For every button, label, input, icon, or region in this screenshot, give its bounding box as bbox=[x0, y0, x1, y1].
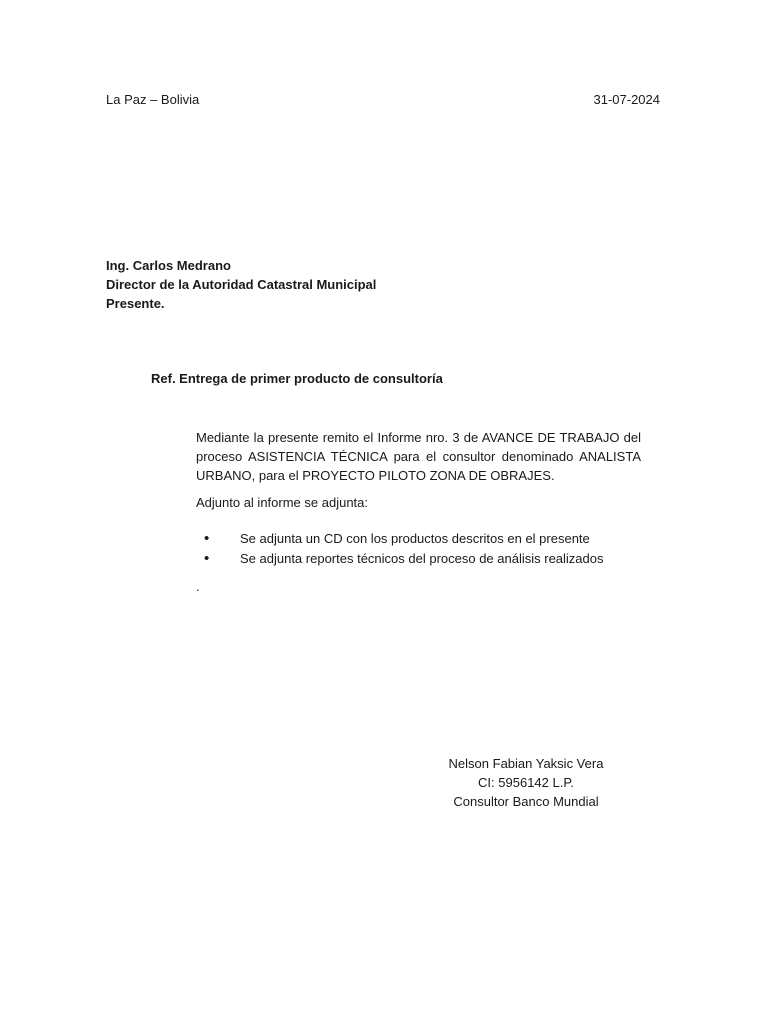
attachment-text: Se adjunta reportes técnicos del proceso de análisis realizados bbox=[240, 551, 604, 566]
recipient-title: Director de la Autoridad Catastral Municipal bbox=[106, 277, 377, 292]
signer-role: Consultor Banco Mundial bbox=[453, 794, 599, 809]
recipient-greeting: Presente. bbox=[106, 296, 165, 311]
body-paragraph: Mediante la presente remito el Informe nro. 3 de AVANCE DE TRABAJO del proceso ASISTENCIA TÉCNICA para el consultor denominado ANALISTA URBANO, para el PROYECTO PILOTO ZONA DE OBRAJES. bbox=[196, 430, 641, 483]
signature-block bbox=[426, 754, 626, 811]
letter-place: La Paz – Bolivia bbox=[106, 92, 200, 107]
recipient-block bbox=[106, 256, 376, 313]
bullet-icon: • bbox=[204, 530, 210, 547]
recipient-name: Ing. Carlos Medrano bbox=[106, 258, 231, 273]
attachment-text: Se adjunta un CD con los productos descritos en el presente bbox=[240, 531, 590, 546]
reference-line: Ref. Entrega de primer producto de consultoría bbox=[151, 371, 443, 386]
trailing-period: . bbox=[196, 579, 200, 594]
list-item bbox=[196, 529, 604, 549]
letter-date: 31-07-2024 bbox=[593, 92, 660, 107]
attachments-list bbox=[196, 529, 604, 569]
signer-id: CI: 5956142 L.P. bbox=[478, 775, 574, 790]
bullet-icon: • bbox=[204, 550, 210, 567]
signer-name: Nelson Fabian Yaksic Vera bbox=[448, 756, 604, 771]
attachments-intro: Adjunto al informe se adjunta: bbox=[196, 495, 368, 510]
list-item bbox=[196, 549, 604, 569]
